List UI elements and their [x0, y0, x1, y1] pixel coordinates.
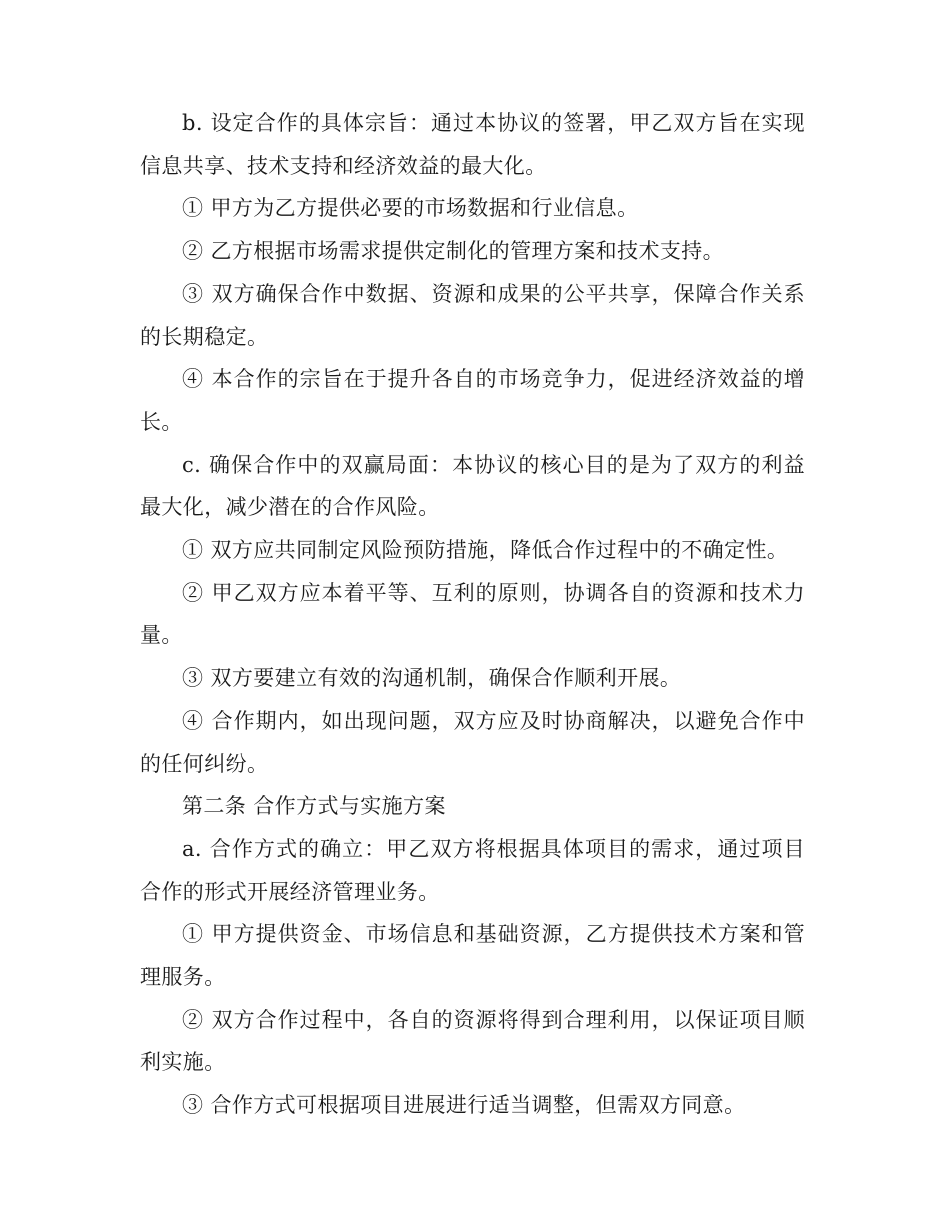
- paragraph-purpose-c: c. 确保合作中的双赢局面：本协议的核心目的是为了双方的利益最大化，减少潜在的合作风险。: [140, 452, 805, 520]
- paragraph-purpose-c-item-4: ④ 合作期内，如出现问题，双方应及时协商解决，以避免合作中的任何纠纷。: [140, 708, 805, 776]
- paragraph-purpose-b-item-3: ③ 双方确保合作中数据、资源和成果的公平共享，保障合作关系的长期稳定。: [140, 281, 805, 349]
- section-heading-article-2: 第二条 合作方式与实施方案: [182, 794, 446, 819]
- paragraph-method-a: a. 合作方式的确立：甲乙双方将根据具体项目的需求，通过项目合作的形式开展经济管理业务。: [140, 836, 805, 904]
- paragraph-purpose-b: b. 设定合作的具体宗旨：通过本协议的签署，甲乙双方旨在实现信息共享、技术支持和经济效益的最大化。: [140, 111, 805, 178]
- paragraph-purpose-b-item-4: ④ 本合作的宗旨在于提升各自的市场竞争力，促进经济效益的增长。: [140, 367, 805, 434]
- paragraph-purpose-c-item-1: ① 双方应共同制定风险预防措施，降低合作过程中的不确定性。: [182, 538, 789, 563]
- paragraph-purpose-c-item-3: ③ 双方要建立有效的沟通机制，确保合作顺利开展。: [182, 666, 682, 691]
- paragraph-purpose-c-item-2: ② 甲乙双方应本着平等、互利的原则，协调各自的资源和技术力量。: [140, 580, 805, 648]
- paragraph-purpose-b-item-2: ② 乙方根据市场需求提供定制化的管理方案和技术支持。: [182, 239, 725, 264]
- paragraph-purpose-b-item-1: ① 甲方为乙方提供必要的市场数据和行业信息。: [182, 196, 639, 221]
- paragraph-method-a-item-2: ② 双方合作过程中，各自的资源将得到合理利用，以保证项目顺利实施。: [140, 1007, 805, 1075]
- document-body: [140, 102, 805, 1127]
- paragraph-method-a-item-3: ③ 合作方式可根据项目进展进行适当调整，但需双方同意。: [182, 1093, 746, 1118]
- paragraph-method-a-item-1: ① 甲方提供资金、市场信息和基础资源，乙方提供技术方案和管理服务。: [140, 922, 805, 990]
